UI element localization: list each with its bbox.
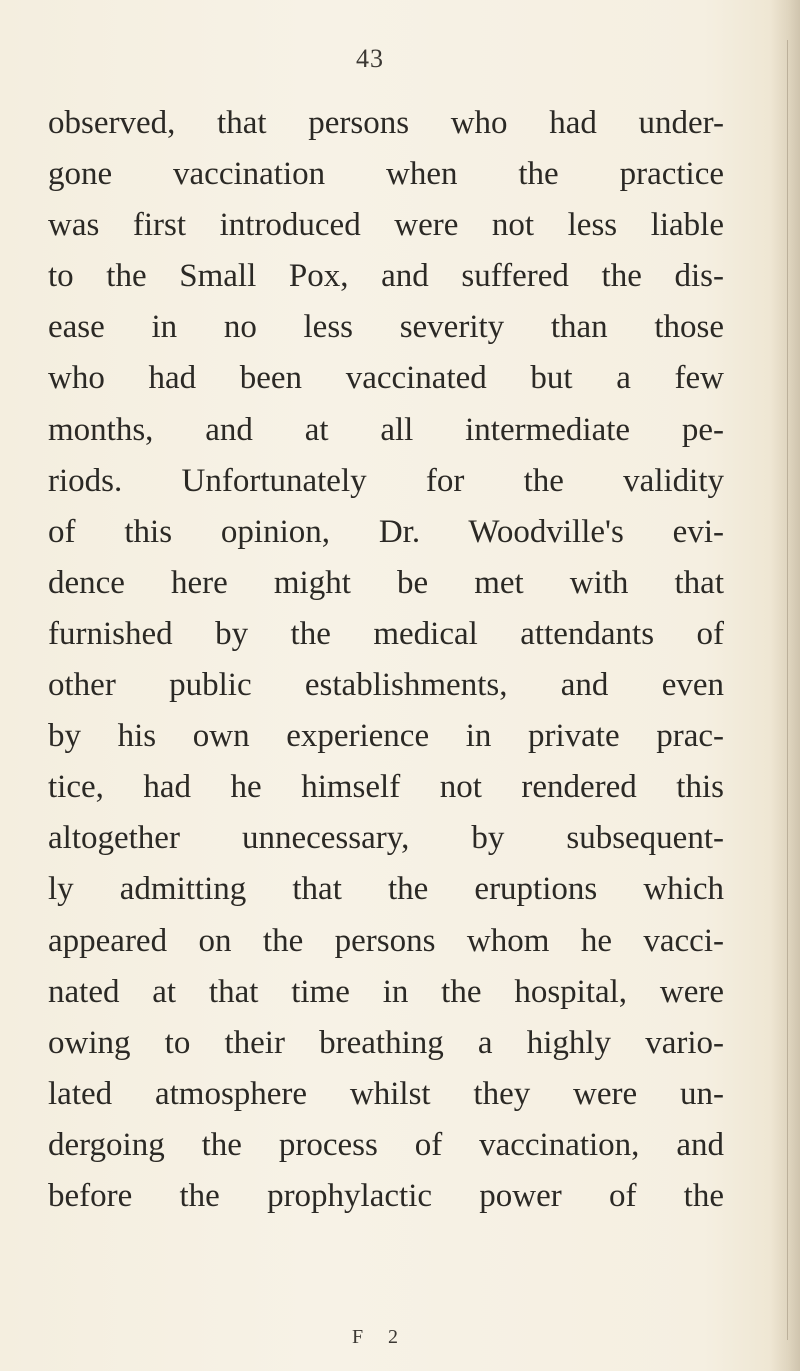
text-line: other public establishments, and even <box>48 667 724 704</box>
text-line: ease in no less severity than those <box>48 309 724 346</box>
text-line: ly admitting that the eruptions which <box>48 871 724 908</box>
page-number: 43 <box>356 44 384 73</box>
text-line: dence here might be met with that <box>48 564 724 601</box>
text-line: lated atmosphere whilst they were un- <box>48 1075 724 1112</box>
signature-mark: F 2 <box>351 1326 409 1348</box>
text-line: months, and at all intermediate pe- <box>48 411 724 448</box>
text-line: appeared on the persons whom he vacci- <box>48 922 724 959</box>
text-line: tice, had he himself not rendered this <box>48 769 724 806</box>
text-line: dergoing the process of vaccination, and <box>48 1126 724 1163</box>
text-line: by his own experience in private prac- <box>48 718 724 755</box>
text-line: riods. Unfortunately for the validity <box>48 462 724 499</box>
body-text <box>48 98 724 1222</box>
text-line: altogether unnecessary, by subsequent- <box>48 820 724 857</box>
text-line: before the prophylactic power of the <box>48 1177 724 1214</box>
text-line: to the Small Pox, and suffered the dis- <box>48 258 724 295</box>
text-line: was first introduced were not less liable <box>48 207 724 244</box>
text-line: owing to their breathing a highly vario- <box>48 1024 724 1061</box>
page-edge-shadow <box>770 0 800 1371</box>
text-line: of this opinion, Dr. Woodville's evi- <box>48 513 724 550</box>
text-line: furnished by the medical attendants of <box>48 615 724 652</box>
page-edge-line <box>787 40 788 1340</box>
text-line: observed, that persons who had under- <box>48 105 724 141</box>
text-line: gone vaccination when the practice <box>48 156 724 193</box>
text-line: who had been vaccinated but a few <box>48 360 724 397</box>
text-line: nated at that time in the hospital, were <box>48 973 724 1010</box>
